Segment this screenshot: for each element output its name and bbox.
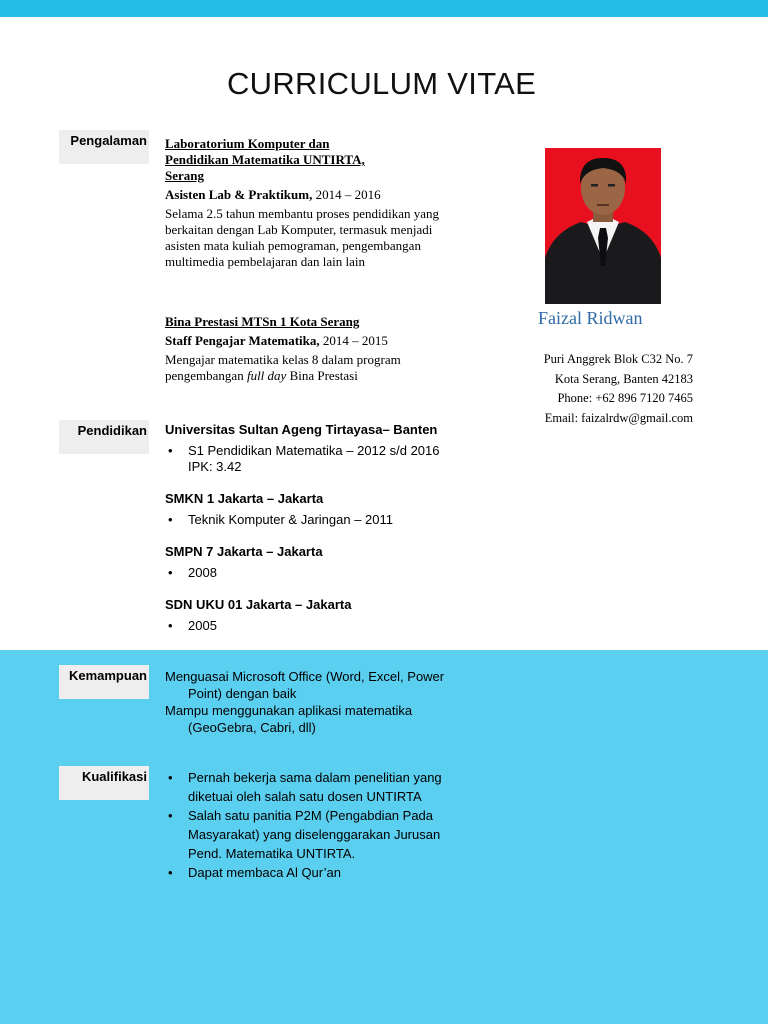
contact-address-line2: Kota Serang, Banten 42183 <box>554 371 693 386</box>
experience-org <box>165 136 465 184</box>
qualifications-list <box>165 768 470 882</box>
education-item <box>165 422 440 475</box>
profile-name: Faizal Ridwan <box>538 308 643 328</box>
contact-address-line1: Puri Anggrek Blok C32 No. 7 <box>543 352 693 366</box>
education-detail-text: IPK: 3.42 <box>188 459 242 474</box>
page-title: CURRICULUM VITAE <box>227 66 537 101</box>
education-item <box>165 597 351 634</box>
qualification-item: • Pernah bekerja sama dalam penelitian yang diketuai oleh salah satu dosen UNTIRTA <box>165 768 468 806</box>
section-label-pengalaman <box>59 130 149 164</box>
skills-list <box>165 668 465 736</box>
education-school: SMKN 1 Jakarta – Jakarta <box>165 491 324 506</box>
experience-description <box>165 352 455 384</box>
qualification-item: • Salah satu panitia P2M (Pengabdian Pada Masyarakat) yang diselenggarakan Jurusan Pend. Matematika UNTIRTA. <box>165 806 463 863</box>
experience-role <box>165 333 465 349</box>
top-accent-bar <box>0 0 768 17</box>
education-detail: • 2005 <box>165 618 351 634</box>
education-detail <box>165 443 440 475</box>
experience-role <box>165 187 465 203</box>
experience-role-title: Staff Pengajar Matematika, <box>165 333 320 348</box>
education-detail: • 2008 <box>165 565 323 581</box>
skill-item: Menguasai Microsoft Office (Word, Excel, Power Point) dengan baik <box>165 669 445 701</box>
experience-description-italic: full day <box>246 368 287 383</box>
experience-role-title: Asisten Lab & Praktikum, <box>165 187 313 202</box>
experience-role-years: 2014 – 2016 <box>312 187 381 202</box>
experience-description-text: Mengajar matematika kelas 8 dalam program pengembangan <box>165 352 401 383</box>
skill-item: Mampu menggunakan aplikasi matematika (GeoGebra, Cabri, dll) <box>165 703 413 735</box>
education-school: Universitas Sultan Ageng Tirtayasa– Banten <box>165 422 438 437</box>
section-label-text: Pengalaman <box>70 133 147 148</box>
experience-item <box>165 136 465 270</box>
experience-item <box>165 314 465 384</box>
experience-org: Bina Prestasi MTSn 1 Kota Serang <box>165 314 360 329</box>
section-label-text: Kualifikasi <box>81 769 147 784</box>
profile-photo-drawing <box>545 148 661 304</box>
contact-email: Email: faizalrdw@gmail.com <box>544 410 693 425</box>
section-label-pendidikan <box>59 420 149 454</box>
education-detail-text: S1 Pendidikan Matematika – 2012 s/d 2016 <box>188 443 440 458</box>
section-label-kemampuan <box>59 665 149 699</box>
section-label-text: Kemampuan <box>68 668 147 683</box>
section-label-text: Pendidikan <box>77 423 147 438</box>
section-label-kualifikasi <box>59 766 149 800</box>
education-detail: • Teknik Komputer & Jaringan – 2011 <box>165 512 393 528</box>
experience-org-line: Laboratorium Komputer dan <box>165 136 330 151</box>
qualification-item: • Dapat membaca Al Qur’an <box>165 863 468 882</box>
profile-photo <box>545 148 661 304</box>
education-item <box>165 491 393 528</box>
education-school: SDN UKU 01 Jakarta – Jakarta <box>165 597 352 612</box>
experience-org-line: Pendidikan Matematika UNTIRTA, <box>165 152 365 167</box>
experience-role-years: 2014 – 2015 <box>319 333 388 348</box>
experience-description: Selama 2.5 tahun membantu proses pendidikan yang berkaitan dengan Lab Komputer, termasuk menjadi asisten mata kuliah pemograman, pengembangan multimedia pembelajaran dan lain lain <box>165 206 440 269</box>
contact-info <box>544 350 693 428</box>
experience-org-line: Serang <box>165 168 204 183</box>
experience-description-text: Bina Prestasi <box>286 368 358 383</box>
contact-phone: Phone: +62 896 7120 7465 <box>557 391 693 405</box>
education-item <box>165 544 323 581</box>
education-school: SMPN 7 Jakarta – Jakarta <box>165 544 323 559</box>
